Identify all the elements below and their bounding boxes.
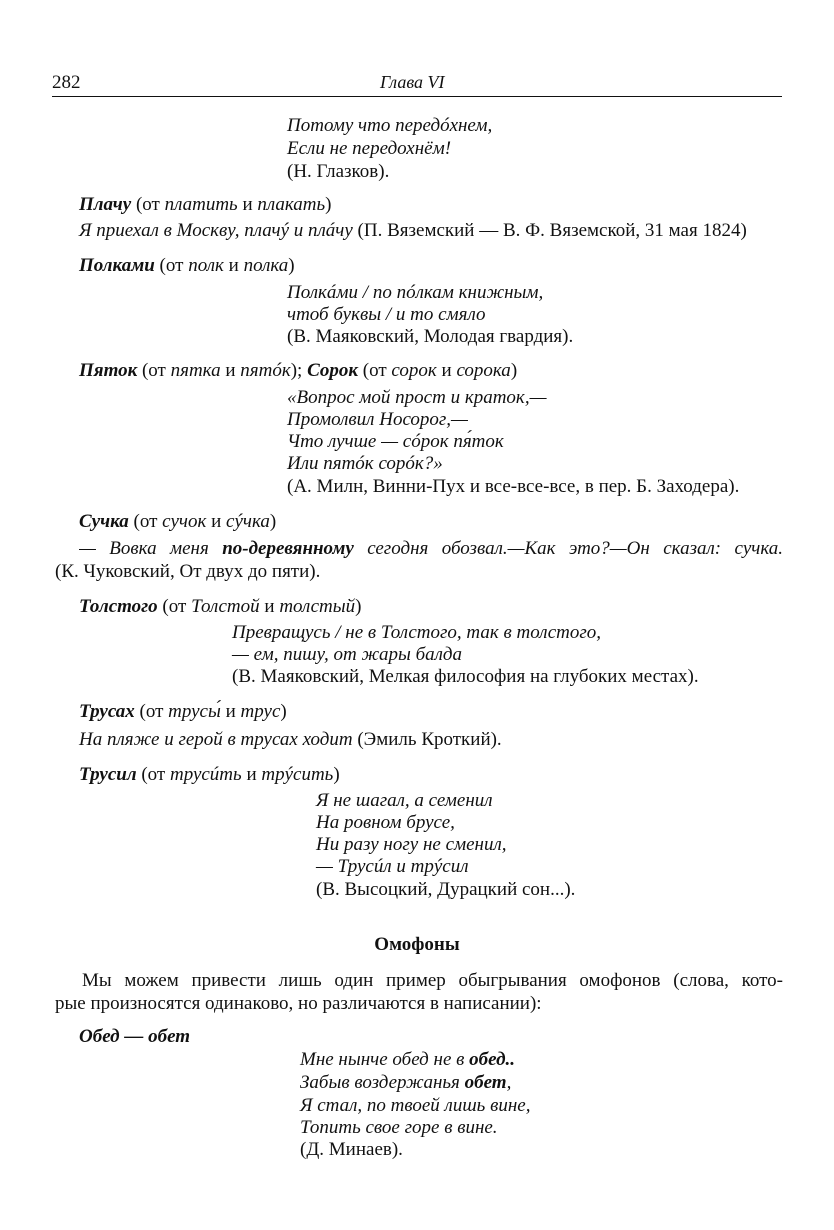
- poem-line: Потому что передóхнем,: [287, 115, 493, 136]
- poem-line: Промолвил Носорог,—: [287, 409, 468, 430]
- poem-line: Превращусь / не в Толстого, так в толстого,: [232, 622, 602, 643]
- poem-line: Забыв воздержанья обет,: [300, 1072, 512, 1093]
- entry-example: Я приехал в Москву, плачý и плáчу (П. Вяземский — В. Ф. Вяземской, 31 мая 1824): [79, 220, 747, 241]
- page-number: 282: [52, 72, 81, 93]
- poem-line: Топить свое горе в вине.: [300, 1117, 498, 1138]
- poem-line: чтоб буквы / и то смяло: [287, 304, 486, 325]
- running-header: [52, 72, 780, 94]
- entry-heading: Трусил (от трусúть и трýсить): [79, 764, 340, 785]
- poem-line: — Трусúл и трýсил: [316, 856, 469, 877]
- poem-source: (Д. Минаев).: [300, 1139, 403, 1160]
- poem-source: (В. Высоцкий, Дурацкий сон...).: [316, 879, 576, 900]
- entry-heading: Сучка (от сучок и сýчка): [79, 511, 277, 532]
- paragraph-line: рые произносятся одинаково, но различаются в написании):: [55, 993, 542, 1014]
- entry-source: (К. Чуковский, От двух до пяти).: [55, 561, 321, 582]
- poem-source: (Н. Глазков).: [287, 161, 390, 182]
- poem-line: На ровном брусе,: [316, 812, 455, 833]
- entry-heading: Пяток (от пятка и пятóк); Сорок (от сорок и сорока): [79, 360, 518, 381]
- section-title: Омофоны: [374, 934, 460, 955]
- entry-heading: Трусах (от трусы́ и трус): [79, 701, 287, 722]
- paragraph-line: Мы можем привести лишь один пример обыгрывания омофонов (слова, кото-: [82, 970, 783, 991]
- entry-heading: Толстого (от Толстой и толстый): [79, 596, 362, 617]
- poem-source: (В. Маяковский, Молодая гвардия).: [287, 326, 574, 347]
- poem-line: Я не шагал, а семенил: [316, 790, 493, 811]
- poem-line: Что лучше — сóрок пя́ток: [287, 431, 504, 452]
- poem-line: Или пятóк сорóк?»: [287, 453, 443, 474]
- header-rule: [52, 96, 782, 97]
- poem-line: — ем, пишу, от жары балда: [232, 644, 463, 665]
- entry-heading: Плачу (от платить и плакать): [79, 194, 332, 215]
- poem-line: Если не передохнём!: [287, 138, 452, 159]
- poem-source: (А. Милн, Винни-Пух и все-все-все, в пер. Б. Заходера).: [287, 476, 740, 497]
- poem-line: Полкáми / по пóлкам книжным,: [287, 282, 544, 303]
- poem-line: Я стал, по твоей лишь вине,: [300, 1095, 531, 1116]
- poem-source: (В. Маяковский, Мелкая философия на глубоких местах).: [232, 666, 699, 687]
- poem-line: Ни разу ногу не сменил,: [316, 834, 507, 855]
- poem-line: Мне нынче обед не в обед..: [300, 1049, 516, 1070]
- entry-heading: Полками (от полк и полка): [79, 255, 295, 276]
- entry-example: — Вовка меня по-деревянному сегодня обозвал.—Как это?—Он сказал: сучка.: [79, 538, 783, 559]
- entry-heading: Обед — обет: [79, 1026, 191, 1047]
- poem-line: «Вопрос мой прост и краток,—: [287, 387, 547, 408]
- entry-example: На пляже и герой в трусах ходит (Эмиль Кроткий).: [79, 729, 502, 750]
- chapter-title: Глава VI: [380, 72, 445, 92]
